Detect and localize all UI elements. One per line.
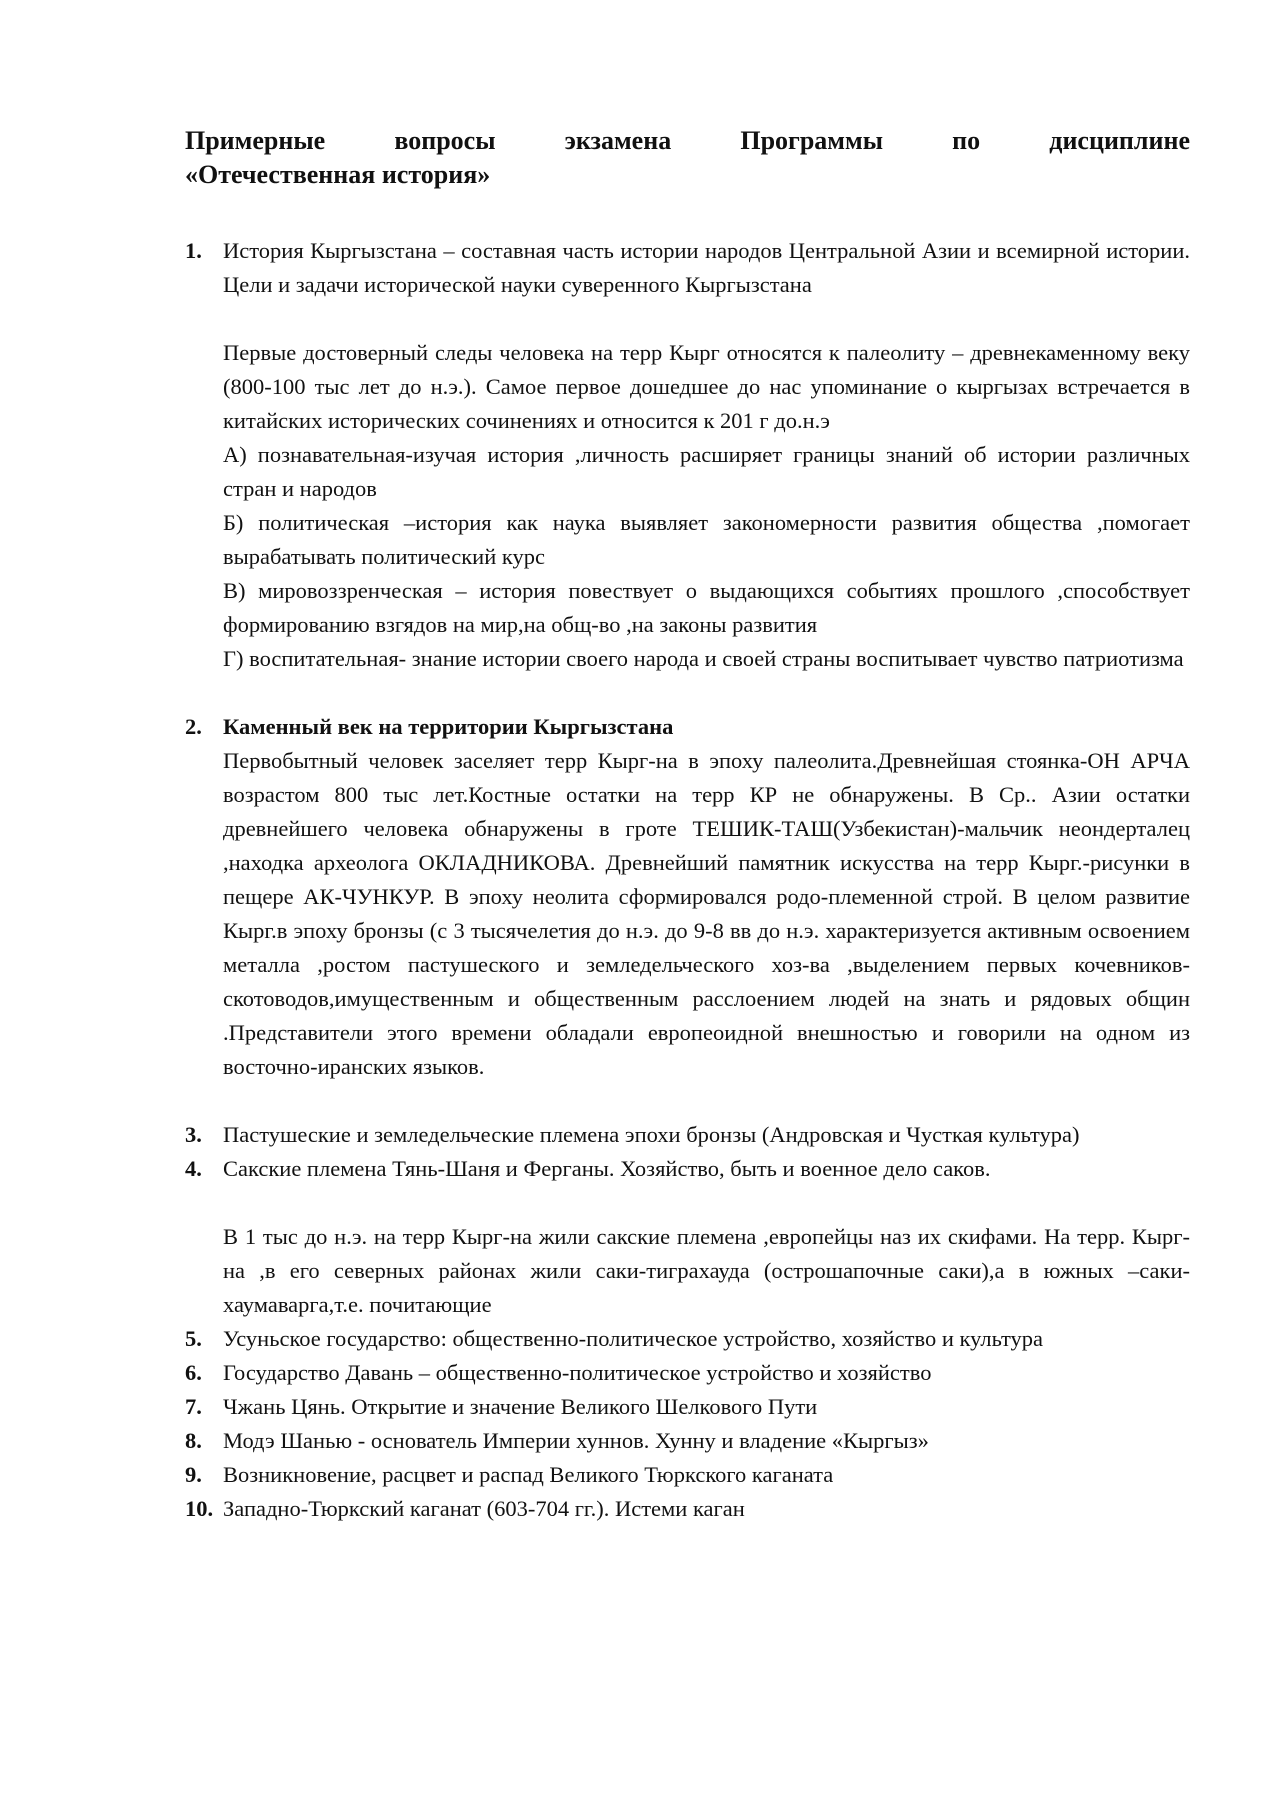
- question-number: 9.: [185, 1462, 202, 1487]
- answer-paragraph: Первобытный человек заселяет терр Кырг-на в эпоху палеолита.Древнейшая стоянка-ОН АРЧА возрастом 800 тыс лет.Костные остатки на терр КР не обнаружены. В Ср.. Азии остатки древнейшего человека обнаружены в гроте ТЕШИК-ТАШ(Узбекистан)-мальчик неондерталец ,находка археолога ОКЛАДНИКОВА. Древнейший памятник искусства на терр Кырг.-рисунки в пещере АК-ЧУНКУР. В эпоху неолита сформировался родо-племенной строй. В целом развитие Кырг.в эпоху бронзы (с 3 тысячелетия до н.э. до 9-8 вв до н.э. характеризуется активным освоением металла ,ростом пастушеского и земледельческого хоз-ва ,выделением первых кочевников-скотоводов,имущественным и общественным расслоением людей на знать и рядовых общин .Представители этого времени обладали европеоидной внешностью и говорили на одном из восточно-иранских языков.: [223, 748, 1190, 1079]
- question-number: 3.: [185, 1122, 202, 1147]
- question-text: Пастушеские и земледельческие племена эпохи бронзы (Андровская и Чусткая культура): [223, 1122, 1080, 1147]
- question-text: Возникновение, расцвет и распад Великого Тюркского каганата: [223, 1462, 834, 1487]
- question-text: Усуньское государство: общественно-политическое устройство, хозяйство и культура: [223, 1326, 1044, 1351]
- spacer: [185, 1186, 1190, 1220]
- question-text: История Кыргызстана – составная часть истории народов Центральной Азии и всемирной истории. Цели и задачи исторической науки суверенного Кыргызстана: [223, 238, 1190, 297]
- spacer: [185, 302, 1190, 336]
- question-text: Чжань Цянь. Открытие и значение Великого Шелкового Пути: [223, 1394, 818, 1419]
- spacer: [185, 676, 1190, 710]
- question-number: 7.: [185, 1394, 202, 1419]
- answer-item-v: В) мировоззренческая – история повествует о выдающихся событиях прошлого ,способствует формированию взгядов на мир,на общ-во ,на законы развития: [223, 578, 1190, 637]
- answer-item-b: Б) политическая –история как наука выявляет закономерности развития общества ,помогает вырабатывать политический курс: [223, 510, 1190, 569]
- question-7: [185, 1390, 1190, 1424]
- question-6: [185, 1356, 1190, 1390]
- question-10: [185, 1492, 1190, 1526]
- answer-paragraph: В 1 тыс до н.э. на терр Кырг-на жили сакские племена ,европейцы наз их скифами. На терр. Кырг-на ,в его северных районах жили саки-тиграхауда (острошапочные саки),а в южных –саки-хаумаварга,т.е. почитающие: [223, 1224, 1190, 1317]
- question-number: 5.: [185, 1326, 202, 1351]
- question-number: 6.: [185, 1360, 202, 1385]
- question-text: Западно-Тюркский каганат (603-704 гг.). Истеми каган: [223, 1496, 745, 1521]
- question-number: 2.: [185, 714, 202, 739]
- question-5: [185, 1322, 1190, 1356]
- question-2: [185, 710, 1190, 744]
- question-text: Государство Давань – общественно-политическое устройство и хозяйство: [223, 1360, 932, 1385]
- spacer: [185, 1084, 1190, 1118]
- document-title-line1: Примерные вопросы экзамена Программы по дисциплине: [185, 126, 1190, 155]
- answer-item-g: Г) воспитательная- знание истории своего народа и своей страны воспитывает чувство патриотизма: [223, 646, 1184, 671]
- question-3: [185, 1118, 1190, 1152]
- question-1: [185, 234, 1190, 302]
- document-page: [185, 124, 1190, 1526]
- question-9: [185, 1458, 1190, 1492]
- question-text: Модэ Шанью - основатель Империи хуннов. Хунну и владение «Кыргыз»: [223, 1428, 929, 1453]
- question-number: 10.: [185, 1496, 214, 1521]
- question-8: [185, 1424, 1190, 1458]
- question-text: Сакские племена Тянь-Шаня и Ферганы. Хозяйство, быть и военное дело саков.: [223, 1156, 991, 1181]
- question-number: 8.: [185, 1428, 202, 1453]
- answer-paragraph: Первые достоверный следы человека на терр Кырг относятся к палеолиту – древнекаменному веку (800-100 тыс лет до н.э.). Самое первое дошедшее до нас упоминание о кыргызах встречается в китайских исторических сочинениях и относится к 201 г до.н.э: [223, 340, 1190, 433]
- question-number: 1.: [185, 238, 202, 263]
- question-4: [185, 1152, 1190, 1186]
- answer-item-a: А) познавательная-изучая история ,личность расширяет границы знаний об истории различных стран и народов: [223, 442, 1190, 501]
- question-number: 4.: [185, 1156, 202, 1181]
- document-title-line2: «Отечественная история»: [185, 160, 491, 189]
- question-text: Каменный век на территории Кыргызстана: [223, 714, 674, 739]
